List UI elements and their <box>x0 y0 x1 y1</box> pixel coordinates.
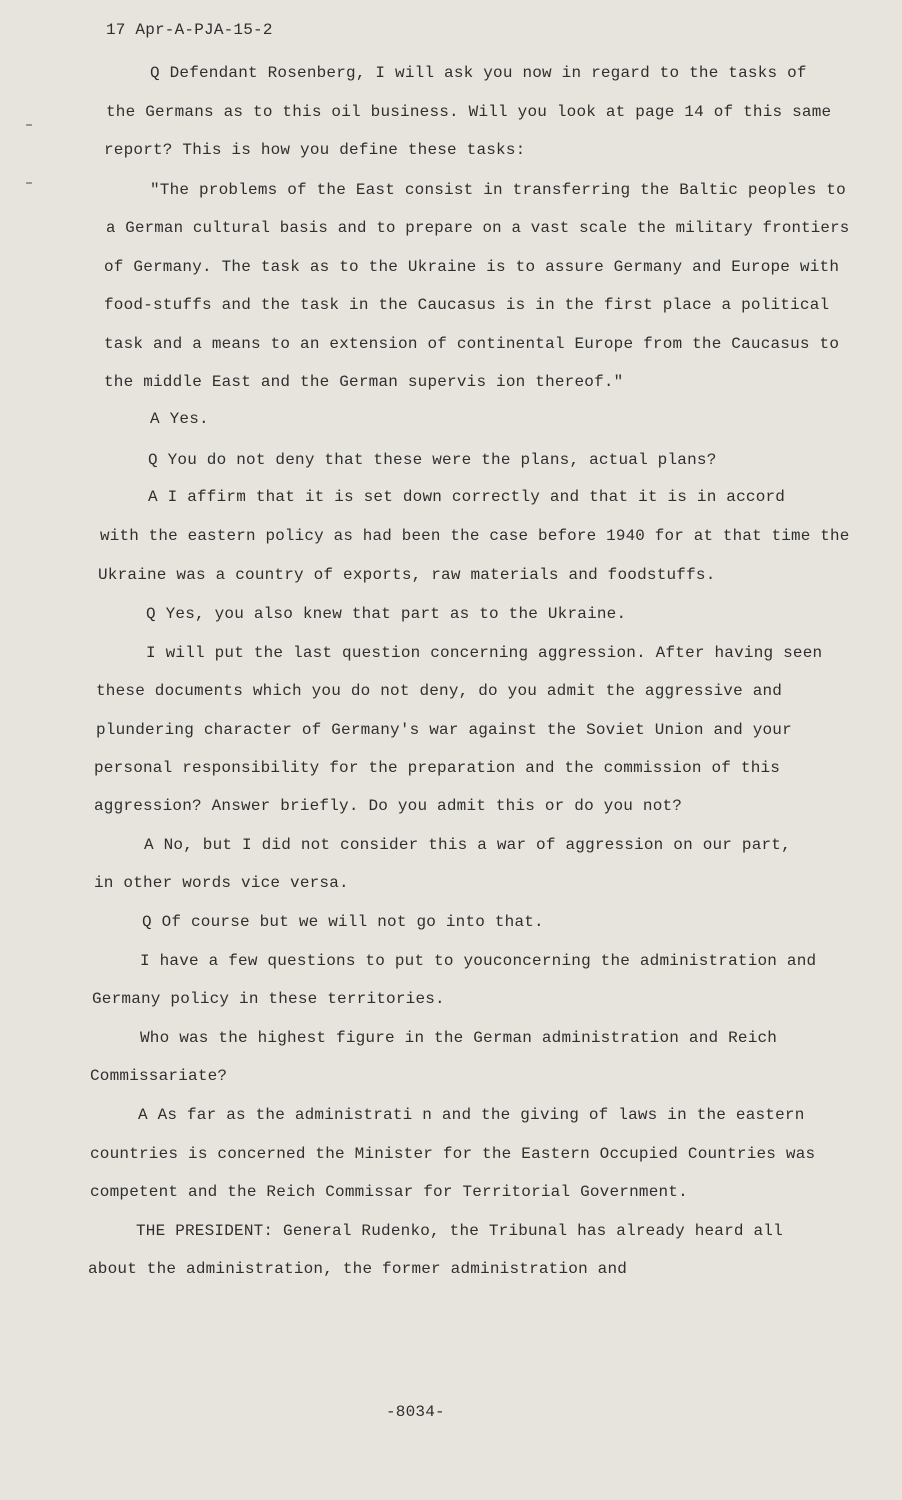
text-line: about the administration, the former administration and <box>88 1260 628 1278</box>
text-line: "The problems of the East consist in transferring the Baltic peoples to <box>150 181 846 199</box>
text-line: A As far as the administrati n and the giving of laws in the eastern <box>138 1106 805 1124</box>
text-line: personal responsibility for the preparation and the commission of this <box>94 759 781 777</box>
text-line: countries is concerned the Minister for the Eastern Occupied Countries was <box>90 1145 816 1163</box>
text-line: a German cultural basis and to prepare on a vast scale the military frontiers <box>106 219 850 237</box>
text-line: A No, but I did not consider this a war of aggression on our part, <box>144 836 791 854</box>
text-line: with the eastern policy as had been the case before 1940 for at that time the <box>100 527 850 545</box>
text-line: A I affirm that it is set down correctly and that it is in accord <box>148 488 786 506</box>
text-line: these documents which you do not deny, do you admit the aggressive and <box>96 682 783 700</box>
text-line: Q You do not deny that these were the plans, actual plans? <box>148 451 717 469</box>
text-line: I will put the last question concerning aggression. After having seen <box>146 644 823 662</box>
text-line: competent and the Reich Commissar for Territorial Government. <box>90 1183 688 1201</box>
text-line: Q Yes, you also knew that part as to the Ukraine. <box>146 605 627 623</box>
margin-mark <box>26 182 32 184</box>
text-line: A Yes. <box>150 410 209 428</box>
text-line: Q Defendant Rosenberg, I will ask you now in regard to the tasks of <box>150 64 807 82</box>
text-line: Ukraine was a country of exports, raw materials and foodstuffs. <box>98 566 716 584</box>
text-line: plundering character of Germany's war against the Soviet Union and your <box>96 721 792 739</box>
margin-mark <box>26 124 32 126</box>
text-line: Commissariate? <box>90 1067 228 1085</box>
document-header: 17 Apr-A-PJA-15-2 <box>106 21 273 39</box>
text-line: Q Of course but we will not go into that. <box>142 913 544 931</box>
page-number: -8034- <box>386 1403 445 1421</box>
text-line: aggression? Answer briefly. Do you admit this or do you not? <box>94 797 683 815</box>
text-line: THE PRESIDENT: General Rudenko, the Tribunal has already heard all <box>136 1222 783 1240</box>
text-line: the middle East and the German supervis ion thereof." <box>104 373 624 391</box>
text-line: report? This is how you define these tasks: <box>104 141 526 159</box>
text-line: food-stuffs and the task in the Caucasus is in the first place a political <box>104 296 830 314</box>
text-line: I have a few questions to put to youconcerning the administration and <box>140 952 817 970</box>
text-line: in other words vice versa. <box>94 874 349 892</box>
text-line: the Germans as to this oil business. Will you look at page 14 of this same <box>106 103 832 121</box>
text-line: Germany policy in these territories. <box>92 990 445 1008</box>
text-line: of Germany. The task as to the Ukraine is to assure Germany and Europe with <box>104 258 840 276</box>
text-line: task and a means to an extension of continental Europe from the Caucasus to <box>104 335 840 353</box>
text-line: Who was the highest figure in the German administration and Reich <box>140 1029 778 1047</box>
